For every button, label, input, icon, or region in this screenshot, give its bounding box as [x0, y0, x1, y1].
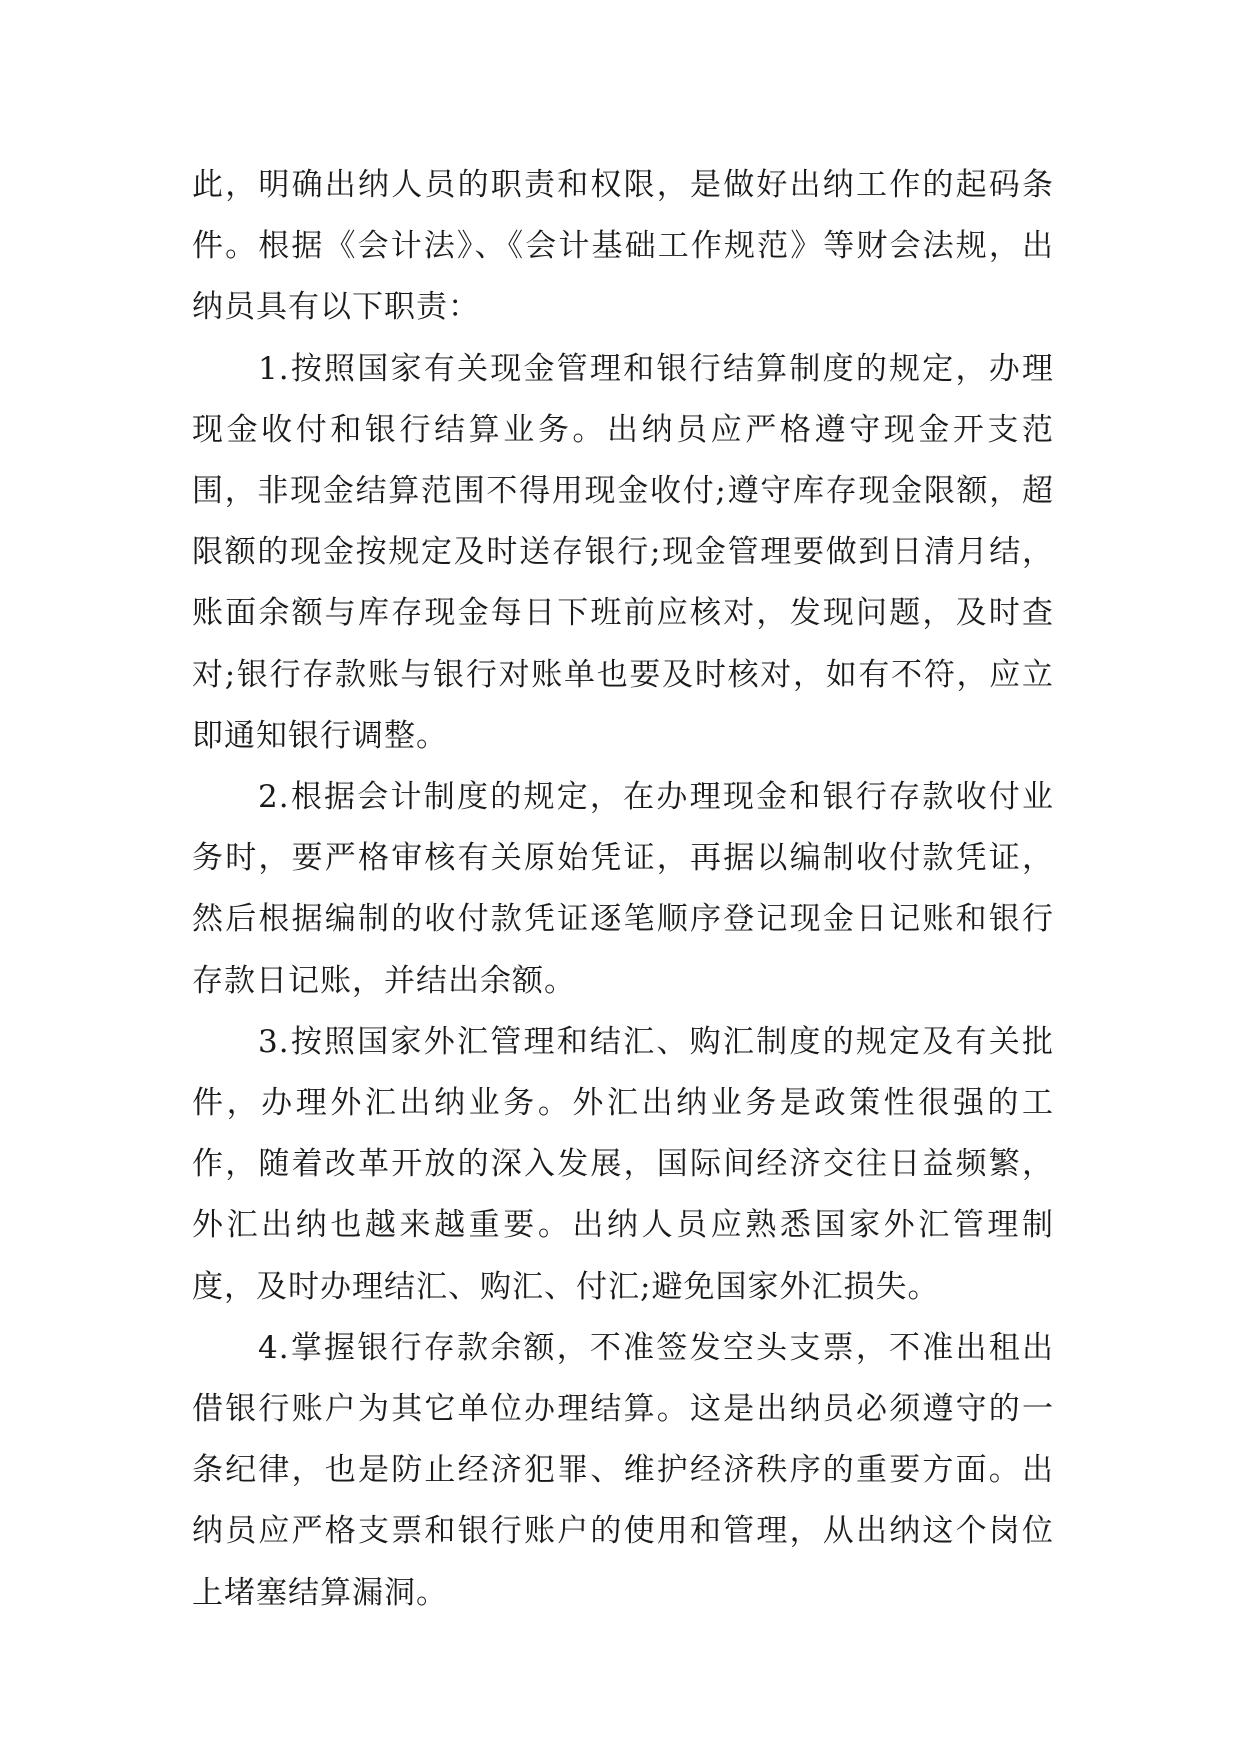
document-page: [192, 155, 1054, 1624]
paragraph-duty-4: 4.掌握银行存款余额，不准签发空头支票，不准出租出借银行账户为其它单位办理结算。这是出纳员必须遵守的一条纪律，也是防止经济犯罪、维护经济秩序的重要方面。出纳员应严格支票和银行账户的使用和管理，从出纳这个岗位上堵塞结算漏洞。: [192, 1329, 1054, 1611]
paragraph-duty-3: 3.按照国家外汇管理和结汇、购汇制度的规定及有关批件，办理外汇出纳业务。外汇出纳业务是政策性很强的工作，随着改革开放的深入发展，国际间经济交往日益频繁，外汇出纳也越来越重要。出纳人员应熟悉国家外汇管理制度，及时办理结汇、购汇、付汇;避免国家外汇损失。: [192, 1023, 1054, 1305]
paragraph-duty-2: 2.根据会计制度的规定，在办理现金和银行存款收付业务时，要严格审核有关原始凭证，再据以编制收付款凭证，然后根据编制的收付款凭证逐笔顺序登记现金日记账和银行存款日记账，并结出余额。: [192, 779, 1054, 999]
paragraph-duty-1: 1.按照国家有关现金管理和银行结算制度的规定，办理现金收付和银行结算业务。出纳员应严格遵守现金开支范围，非现金结算范围不得用现金收付;遵守库存现金限额，超限额的现金按规定及时送存银行;现金管理要做到日清月结，账面余额与库存现金每日下班前应核对，发现问题，及时查对;银行存款账与银行对账单也要及时核对，如有不符，应立即通知银行调整。: [192, 350, 1054, 754]
paragraph-intro-continued: 此，明确出纳人员的职责和权限，是做好出纳工作的起码条件。根据《会计法》、《会计基础工作规范》等财会法规，出纳员具有以下职责：: [192, 167, 1054, 326]
